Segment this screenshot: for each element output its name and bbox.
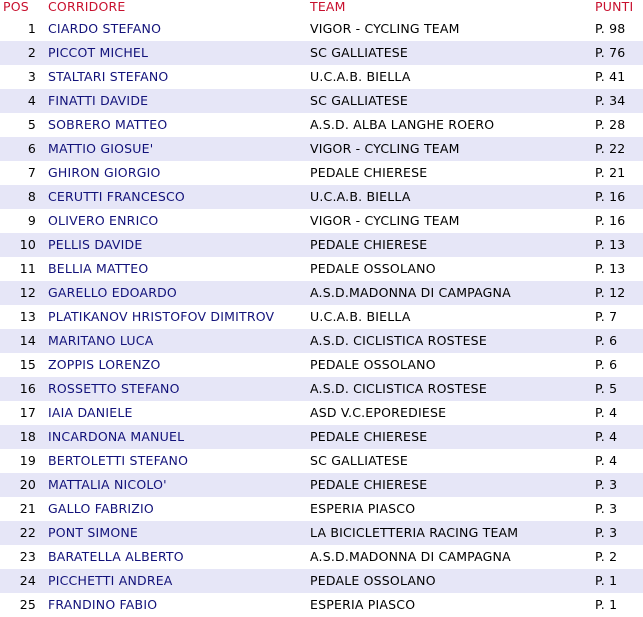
row-points: P. 12: [595, 285, 626, 300]
row-points: P. 13: [595, 237, 626, 252]
row-team: VIGOR - CYCLING TEAM: [310, 213, 460, 228]
table-row: [0, 233, 643, 257]
row-pos: 3: [27, 69, 36, 84]
row-rider: IAIA DANIELE: [48, 405, 133, 420]
row-pos: 7: [27, 165, 36, 180]
row-pos: 2: [27, 45, 36, 60]
row-pos: 5: [27, 117, 36, 132]
row-points: P. 3: [595, 477, 618, 492]
row-points: P. 6: [595, 357, 618, 372]
row-team: PEDALE OSSOLANO: [310, 261, 436, 276]
table-row: [0, 281, 643, 305]
table-row: [0, 65, 643, 89]
table-row: [0, 305, 643, 329]
table-row: [0, 113, 643, 137]
row-pos: 22: [19, 525, 36, 540]
row-team: PEDALE CHIERESE: [310, 237, 428, 252]
row-team: SC GALLIATESE: [310, 93, 409, 108]
row-pos: 23: [19, 549, 36, 564]
row-rider: INCARDONA MANUEL: [48, 429, 185, 444]
row-pos: 21: [19, 501, 36, 516]
row-rider: CERUTTI FRANCESCO: [48, 189, 185, 204]
header-pos: POS: [3, 0, 29, 14]
row-rider: PICCOT MICHEL: [48, 45, 149, 60]
row-points: P. 34: [595, 93, 626, 108]
table-row: [0, 521, 643, 545]
row-team: PEDALE CHIERESE: [310, 165, 428, 180]
row-pos: 16: [19, 381, 36, 396]
row-pos: 14: [19, 333, 36, 348]
row-points: P. 4: [595, 405, 618, 420]
row-team: PEDALE CHIERESE: [310, 477, 428, 492]
header-rider: CORRIDORE: [48, 0, 126, 14]
row-points: P. 98: [595, 21, 626, 36]
row-rider: BELLIA MATTEO: [48, 261, 149, 276]
row-rider: MARITANO LUCA: [48, 333, 154, 348]
table-row: [0, 17, 643, 41]
header-team: TEAM: [310, 0, 346, 14]
row-pos: 18: [19, 429, 36, 444]
row-rider: ROSSETTO STEFANO: [48, 381, 180, 396]
table-row: [0, 257, 643, 281]
row-team: U.C.A.B. BIELLA: [310, 189, 411, 204]
row-rider: GHIRON GIORGIO: [48, 165, 161, 180]
table-row: [0, 353, 643, 377]
table-body: [0, 17, 643, 617]
row-points: P. 6: [595, 333, 618, 348]
row-pos: 10: [19, 237, 36, 252]
row-points: P. 4: [595, 429, 618, 444]
table-row: [0, 329, 643, 353]
row-rider: GARELLO EDOARDO: [48, 285, 177, 300]
row-team: A.S.D. CICLISTICA ROSTESE: [310, 333, 487, 348]
row-pos: 17: [19, 405, 36, 420]
row-points: P. 28: [595, 117, 626, 132]
row-rider: GALLO FABRIZIO: [48, 501, 154, 516]
row-rider: CIARDO STEFANO: [48, 21, 162, 36]
row-points: P. 7: [595, 309, 618, 324]
row-team: VIGOR - CYCLING TEAM: [310, 141, 460, 156]
row-pos: 13: [19, 309, 36, 324]
row-team: ASD V.C.EPOREDIESE: [310, 405, 447, 420]
table-row: [0, 449, 643, 473]
row-rider: SOBRERO MATTEO: [48, 117, 168, 132]
row-rider: BERTOLETTI STEFANO: [48, 453, 189, 468]
row-rider: FRANDINO FABIO: [48, 597, 158, 612]
table-header: [0, 0, 643, 17]
table-row: [0, 137, 643, 161]
row-points: P. 3: [595, 501, 618, 516]
row-points: P. 13: [595, 261, 626, 276]
table-row: [0, 497, 643, 521]
row-points: P. 1: [595, 597, 618, 612]
row-pos: 8: [27, 189, 36, 204]
row-pos: 9: [27, 213, 36, 228]
row-rider: MATTALIA NICOLO': [48, 477, 167, 492]
row-team: A.S.D. CICLISTICA ROSTESE: [310, 381, 487, 396]
row-points: P. 4: [595, 453, 618, 468]
row-rider: PICCHETTI ANDREA: [48, 573, 173, 588]
row-pos: 12: [19, 285, 36, 300]
row-team: SC GALLIATESE: [310, 453, 409, 468]
row-rider: BARATELLA ALBERTO: [48, 549, 184, 564]
row-pos: 11: [19, 261, 36, 276]
row-pos: 1: [27, 21, 36, 36]
row-points: P. 16: [595, 189, 626, 204]
table-row: [0, 473, 643, 497]
row-pos: 20: [19, 477, 36, 492]
row-pos: 4: [27, 93, 36, 108]
row-points: P. 76: [595, 45, 626, 60]
row-team: ESPERIA PIASCO: [310, 597, 416, 612]
table-row: [0, 545, 643, 569]
row-rider: OLIVERO ENRICO: [48, 213, 159, 228]
row-team: ESPERIA PIASCO: [310, 501, 416, 516]
table-row: [0, 377, 643, 401]
table-row: [0, 209, 643, 233]
row-team: VIGOR - CYCLING TEAM: [310, 21, 460, 36]
row-points: P. 16: [595, 213, 626, 228]
row-pos: 24: [19, 573, 36, 588]
table-row: [0, 161, 643, 185]
row-rider: FINATTI DAVIDE: [48, 93, 149, 108]
row-team: A.S.D.MADONNA DI CAMPAGNA: [310, 549, 511, 564]
table-row: [0, 89, 643, 113]
table-row: [0, 569, 643, 593]
header-points: PUNTI: [595, 0, 634, 14]
row-rider: PELLIS DAVIDE: [48, 237, 143, 252]
row-team: PEDALE OSSOLANO: [310, 573, 436, 588]
row-points: P. 41: [595, 69, 626, 84]
row-pos: 6: [27, 141, 36, 156]
row-team: SC GALLIATESE: [310, 45, 409, 60]
row-rider: MATTIO GIOSUE': [48, 141, 154, 156]
row-points: P. 1: [595, 573, 618, 588]
row-rider: PLATIKANOV HRISTOFOV DIMITROV: [48, 309, 275, 324]
row-rider: STALTARI STEFANO: [48, 69, 169, 84]
row-points: P. 3: [595, 525, 618, 540]
row-team: A.S.D. ALBA LANGHE ROERO: [310, 117, 495, 132]
row-team: U.C.A.B. BIELLA: [310, 309, 411, 324]
table-row: [0, 593, 643, 617]
row-pos: 25: [19, 597, 36, 612]
row-pos: 19: [19, 453, 36, 468]
row-rider: ZOPPIS LORENZO: [48, 357, 161, 372]
row-team: LA BICICLETTERIA RACING TEAM: [310, 525, 519, 540]
table-row: [0, 425, 643, 449]
row-rider: PONT SIMONE: [48, 525, 139, 540]
row-pos: 15: [19, 357, 36, 372]
table-row: [0, 41, 643, 65]
row-team: PEDALE OSSOLANO: [310, 357, 436, 372]
table-row: [0, 185, 643, 209]
row-team: U.C.A.B. BIELLA: [310, 69, 411, 84]
row-team: PEDALE CHIERESE: [310, 429, 428, 444]
row-points: P. 5: [595, 381, 618, 396]
row-points: P. 21: [595, 165, 626, 180]
table-row: [0, 401, 643, 425]
row-team: A.S.D.MADONNA DI CAMPAGNA: [310, 285, 511, 300]
row-points: P. 22: [595, 141, 626, 156]
row-points: P. 2: [595, 549, 618, 564]
